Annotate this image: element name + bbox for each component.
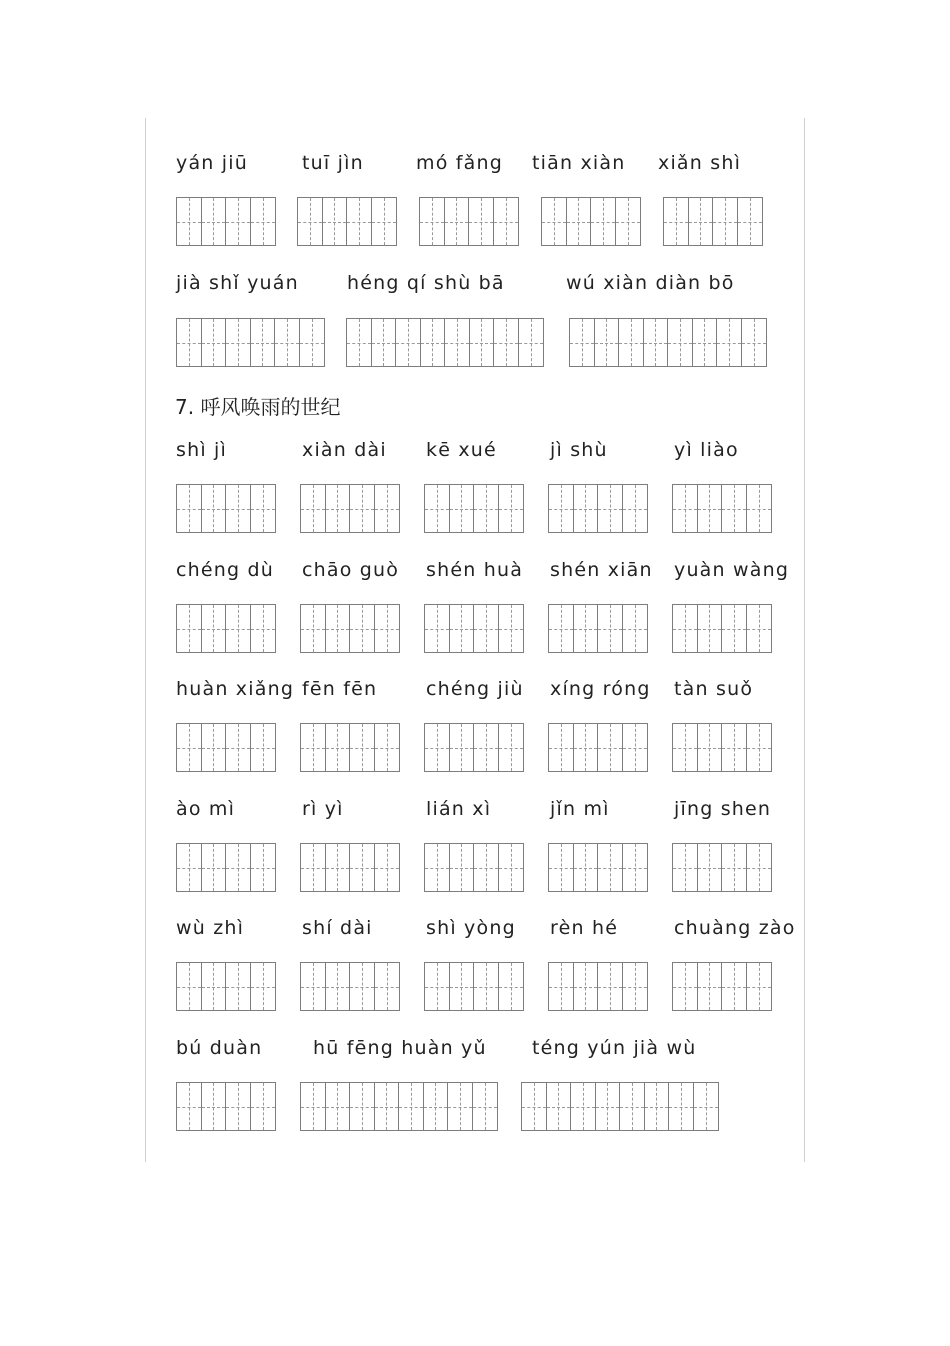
writing-grid[interactable] (176, 843, 276, 892)
writing-grid[interactable] (176, 962, 276, 1011)
grid-cell[interactable] (375, 485, 400, 532)
grid-cell[interactable] (469, 198, 494, 245)
grid-cell[interactable] (689, 198, 714, 245)
grid-cell[interactable] (747, 963, 772, 1010)
pinyin-label: tuī jìn (302, 152, 364, 174)
grid-cell[interactable] (177, 844, 202, 891)
grid-cell[interactable] (326, 485, 351, 532)
grid-cell[interactable] (301, 963, 326, 1010)
grid-cell[interactable] (450, 605, 475, 652)
grid-cell[interactable] (595, 319, 620, 366)
grid-cell[interactable] (445, 319, 470, 366)
grid-cell[interactable] (425, 844, 450, 891)
grid-cell[interactable] (375, 605, 400, 652)
writing-grid[interactable] (346, 318, 544, 367)
grid-cell[interactable] (698, 724, 723, 771)
pinyin-label: jǐn mì (550, 798, 610, 820)
grid-cell[interactable] (323, 198, 348, 245)
grid-cell[interactable] (673, 963, 698, 1010)
grid-cell[interactable] (375, 724, 400, 771)
grid-cell[interactable] (202, 724, 227, 771)
grid-cell[interactable] (549, 605, 574, 652)
grid-cell[interactable] (251, 844, 276, 891)
grid-cell[interactable] (177, 198, 202, 245)
pinyin-label: shì yòng (426, 917, 516, 939)
writing-grid[interactable] (548, 484, 648, 533)
grid-cell[interactable] (474, 963, 499, 1010)
pinyin-label: bú duàn (176, 1037, 263, 1059)
grid-cell[interactable] (375, 1083, 400, 1130)
grid-cell[interactable] (298, 198, 323, 245)
pinyin-label: wù zhì (176, 917, 245, 939)
grid-cell[interactable] (350, 1083, 375, 1130)
grid-cell[interactable] (177, 605, 202, 652)
grid-cell[interactable] (326, 724, 351, 771)
pinyin-label: shén huà (426, 559, 524, 581)
grid-cell[interactable] (202, 963, 227, 1010)
grid-cell[interactable] (574, 724, 599, 771)
pinyin-label: jì shù (550, 439, 608, 461)
writing-grid[interactable] (672, 843, 772, 892)
grid-cell[interactable] (619, 319, 644, 366)
grid-cell[interactable] (300, 319, 325, 366)
writing-grid[interactable] (548, 604, 648, 653)
grid-cell[interactable] (202, 198, 227, 245)
pinyin-label: chuàng zào (674, 917, 796, 939)
grid-cell[interactable] (549, 485, 574, 532)
writing-grid[interactable] (548, 843, 648, 892)
grid-cell[interactable] (450, 844, 475, 891)
grid-cell[interactable] (474, 485, 499, 532)
grid-cell[interactable] (375, 963, 400, 1010)
writing-grid[interactable] (663, 197, 763, 246)
grid-cell[interactable] (522, 1083, 547, 1130)
grid-cell[interactable] (574, 844, 599, 891)
grid-cell[interactable] (549, 844, 574, 891)
grid-cell[interactable] (251, 485, 276, 532)
grid-cell[interactable] (445, 198, 470, 245)
writing-grid[interactable] (176, 197, 276, 246)
grid-cell[interactable] (177, 319, 202, 366)
writing-grid[interactable] (176, 484, 276, 533)
grid-cell[interactable] (326, 963, 351, 1010)
pinyin-label: yuàn wàng (674, 559, 790, 581)
grid-cell[interactable] (226, 724, 251, 771)
writing-grid[interactable] (548, 962, 648, 1011)
grid-cell[interactable] (673, 724, 698, 771)
grid-cell[interactable] (644, 319, 669, 366)
grid-cell[interactable] (673, 605, 698, 652)
grid-cell[interactable] (574, 605, 599, 652)
grid-cell[interactable] (693, 319, 718, 366)
writing-grid[interactable] (419, 197, 519, 246)
writing-grid[interactable] (424, 843, 524, 892)
writing-grid[interactable] (541, 197, 641, 246)
grid-cell[interactable] (570, 319, 595, 366)
pinyin-label: xíng róng (550, 678, 651, 700)
grid-cell[interactable] (474, 724, 499, 771)
grid-cell[interactable] (668, 319, 693, 366)
grid-cell[interactable] (226, 844, 251, 891)
grid-cell[interactable] (450, 485, 475, 532)
pinyin-label: shén xiān (550, 559, 653, 581)
grid-cell[interactable] (251, 605, 276, 652)
grid-cell[interactable] (399, 1083, 424, 1130)
pinyin-label: tiān xiàn (532, 152, 626, 174)
grid-cell[interactable] (747, 485, 772, 532)
grid-cell[interactable] (549, 724, 574, 771)
grid-cell[interactable] (424, 1083, 449, 1130)
writing-grid[interactable] (424, 723, 524, 772)
grid-cell[interactable] (350, 605, 375, 652)
pinyin-label: fēn fēn (302, 678, 378, 700)
grid-cell[interactable] (474, 844, 499, 891)
grid-cell[interactable] (616, 198, 641, 245)
writing-grid[interactable] (672, 962, 772, 1011)
grid-cell[interactable] (499, 485, 524, 532)
grid-cell[interactable] (673, 485, 698, 532)
grid-cell[interactable] (347, 198, 372, 245)
grid-cell[interactable] (698, 485, 723, 532)
pinyin-label: jià shǐ yuán (176, 272, 299, 294)
grid-cell[interactable] (519, 319, 544, 366)
grid-cell[interactable] (177, 724, 202, 771)
writing-grid[interactable] (672, 484, 772, 533)
grid-cell[interactable] (326, 844, 351, 891)
grid-cell[interactable] (698, 844, 723, 891)
writing-grid[interactable] (300, 484, 400, 533)
grid-cell[interactable] (251, 963, 276, 1010)
grid-cell[interactable] (326, 1083, 351, 1130)
grid-cell[interactable] (226, 605, 251, 652)
pinyin-label: xiǎn shì (658, 152, 742, 174)
grid-cell[interactable] (747, 605, 772, 652)
writing-grid[interactable] (424, 484, 524, 533)
grid-cell[interactable] (473, 1083, 498, 1130)
pinyin-label: kē xué (426, 439, 497, 461)
grid-cell[interactable] (372, 198, 397, 245)
grid-cell[interactable] (623, 844, 648, 891)
grid-cell[interactable] (448, 1083, 473, 1130)
grid-cell[interactable] (350, 485, 375, 532)
grid-cell[interactable] (202, 319, 227, 366)
grid-cell[interactable] (251, 198, 276, 245)
grid-cell[interactable] (421, 319, 446, 366)
grid-cell[interactable] (275, 319, 300, 366)
grid-cell[interactable] (375, 844, 400, 891)
grid-cell[interactable] (738, 198, 763, 245)
pinyin-label: rèn hé (550, 917, 619, 939)
grid-cell[interactable] (598, 724, 623, 771)
grid-cell[interactable] (177, 963, 202, 1010)
grid-cell[interactable] (598, 963, 623, 1010)
writing-grid[interactable] (176, 318, 325, 367)
grid-cell[interactable] (722, 963, 747, 1010)
writing-grid[interactable] (569, 318, 767, 367)
grid-cell[interactable] (547, 1083, 572, 1130)
pinyin-label: shì jì (176, 439, 228, 461)
writing-grid[interactable] (176, 723, 276, 772)
grid-cell[interactable] (251, 319, 276, 366)
grid-cell[interactable] (202, 844, 227, 891)
grid-cell[interactable] (226, 963, 251, 1010)
grid-cell[interactable] (623, 963, 648, 1010)
grid-cell[interactable] (350, 963, 375, 1010)
writing-grid[interactable] (424, 962, 524, 1011)
grid-cell[interactable] (347, 319, 372, 366)
grid-cell[interactable] (567, 198, 592, 245)
grid-cell[interactable] (620, 1083, 645, 1130)
lesson-heading: 7. 呼风唤雨的世纪 (175, 395, 341, 419)
grid-cell[interactable] (350, 844, 375, 891)
grid-cell[interactable] (698, 963, 723, 1010)
grid-cell[interactable] (226, 485, 251, 532)
grid-cell[interactable] (499, 724, 524, 771)
grid-cell[interactable] (450, 724, 475, 771)
pinyin-label: yì liào (674, 439, 739, 461)
grid-cell[interactable] (673, 844, 698, 891)
page-left-border (145, 118, 146, 1162)
grid-cell[interactable] (645, 1083, 670, 1130)
grid-cell[interactable] (499, 605, 524, 652)
grid-cell[interactable] (694, 1083, 719, 1130)
writing-grid[interactable] (300, 723, 400, 772)
grid-cell[interactable] (251, 724, 276, 771)
grid-cell[interactable] (202, 605, 227, 652)
grid-cell[interactable] (722, 844, 747, 891)
writing-grid[interactable] (300, 604, 400, 653)
pinyin-label: héng qí shù bā (347, 272, 505, 294)
grid-cell[interactable] (425, 724, 450, 771)
grid-cell[interactable] (301, 724, 326, 771)
pinyin-label: yán jiū (176, 152, 248, 174)
grid-cell[interactable] (450, 963, 475, 1010)
grid-cell[interactable] (301, 605, 326, 652)
grid-cell[interactable] (226, 198, 251, 245)
grid-cell[interactable] (499, 844, 524, 891)
grid-cell[interactable] (226, 319, 251, 366)
grid-cell[interactable] (301, 485, 326, 532)
grid-cell[interactable] (420, 198, 445, 245)
grid-cell[interactable] (494, 198, 519, 245)
grid-cell[interactable] (251, 1083, 276, 1130)
pinyin-label: tàn suǒ (674, 678, 754, 700)
grid-cell[interactable] (623, 485, 648, 532)
grid-cell[interactable] (669, 1083, 694, 1130)
grid-cell[interactable] (202, 1083, 227, 1130)
writing-grid[interactable] (300, 1082, 498, 1131)
pinyin-label: mó fǎng (416, 152, 504, 174)
grid-cell[interactable] (623, 724, 648, 771)
grid-cell[interactable] (574, 963, 599, 1010)
grid-cell[interactable] (747, 724, 772, 771)
writing-grid[interactable] (521, 1082, 719, 1131)
writing-grid[interactable] (424, 604, 524, 653)
grid-cell[interactable] (425, 485, 450, 532)
pinyin-label: hū fēng huàn yǔ (313, 1037, 487, 1059)
grid-cell[interactable] (722, 724, 747, 771)
writing-grid[interactable] (297, 197, 397, 246)
grid-cell[interactable] (177, 1083, 202, 1130)
grid-cell[interactable] (350, 724, 375, 771)
grid-cell[interactable] (542, 198, 567, 245)
grid-cell[interactable] (571, 1083, 596, 1130)
page-right-border (804, 118, 805, 1162)
pinyin-label: rì yì (302, 798, 344, 820)
pinyin-label: jīng shen (674, 798, 772, 820)
grid-cell[interactable] (596, 1083, 621, 1130)
pinyin-label: téng yún jià wù (532, 1037, 697, 1059)
writing-grid[interactable] (176, 1082, 276, 1131)
grid-cell[interactable] (598, 485, 623, 532)
grid-cell[interactable] (177, 485, 202, 532)
pinyin-label: chéng dù (176, 559, 275, 581)
grid-cell[interactable] (372, 319, 397, 366)
grid-cell[interactable] (425, 963, 450, 1010)
grid-cell[interactable] (717, 319, 742, 366)
grid-cell[interactable] (698, 605, 723, 652)
grid-cell[interactable] (623, 605, 648, 652)
grid-cell[interactable] (591, 198, 616, 245)
grid-cell[interactable] (202, 485, 227, 532)
pinyin-label: ào mì (176, 798, 236, 820)
writing-grid[interactable] (300, 843, 400, 892)
grid-cell[interactable] (474, 605, 499, 652)
pinyin-label: shí dài (302, 917, 373, 939)
pinyin-label: lián xì (426, 798, 492, 820)
writing-grid[interactable] (672, 723, 772, 772)
grid-cell[interactable] (598, 844, 623, 891)
writing-grid[interactable] (548, 723, 648, 772)
writing-grid[interactable] (176, 604, 276, 653)
grid-cell[interactable] (742, 319, 767, 366)
grid-cell[interactable] (722, 605, 747, 652)
grid-cell[interactable] (301, 1083, 326, 1130)
grid-cell[interactable] (326, 605, 351, 652)
grid-cell[interactable] (713, 198, 738, 245)
grid-cell[interactable] (499, 963, 524, 1010)
pinyin-label: chéng jiù (426, 678, 524, 700)
grid-cell[interactable] (494, 319, 519, 366)
grid-cell[interactable] (425, 605, 450, 652)
grid-cell[interactable] (747, 844, 772, 891)
writing-grid[interactable] (300, 962, 400, 1011)
pinyin-label: huàn xiǎng (176, 678, 295, 700)
pinyin-label: wú xiàn diàn bō (566, 272, 735, 294)
writing-grid[interactable] (672, 604, 772, 653)
pinyin-label: chāo guò (302, 559, 400, 581)
grid-cell[interactable] (664, 198, 689, 245)
grid-cell[interactable] (722, 485, 747, 532)
grid-cell[interactable] (470, 319, 495, 366)
pinyin-label: xiàn dài (302, 439, 387, 461)
grid-cell[interactable] (396, 319, 421, 366)
grid-cell[interactable] (301, 844, 326, 891)
grid-cell[interactable] (598, 605, 623, 652)
grid-cell[interactable] (574, 485, 599, 532)
grid-cell[interactable] (226, 1083, 251, 1130)
grid-cell[interactable] (549, 963, 574, 1010)
